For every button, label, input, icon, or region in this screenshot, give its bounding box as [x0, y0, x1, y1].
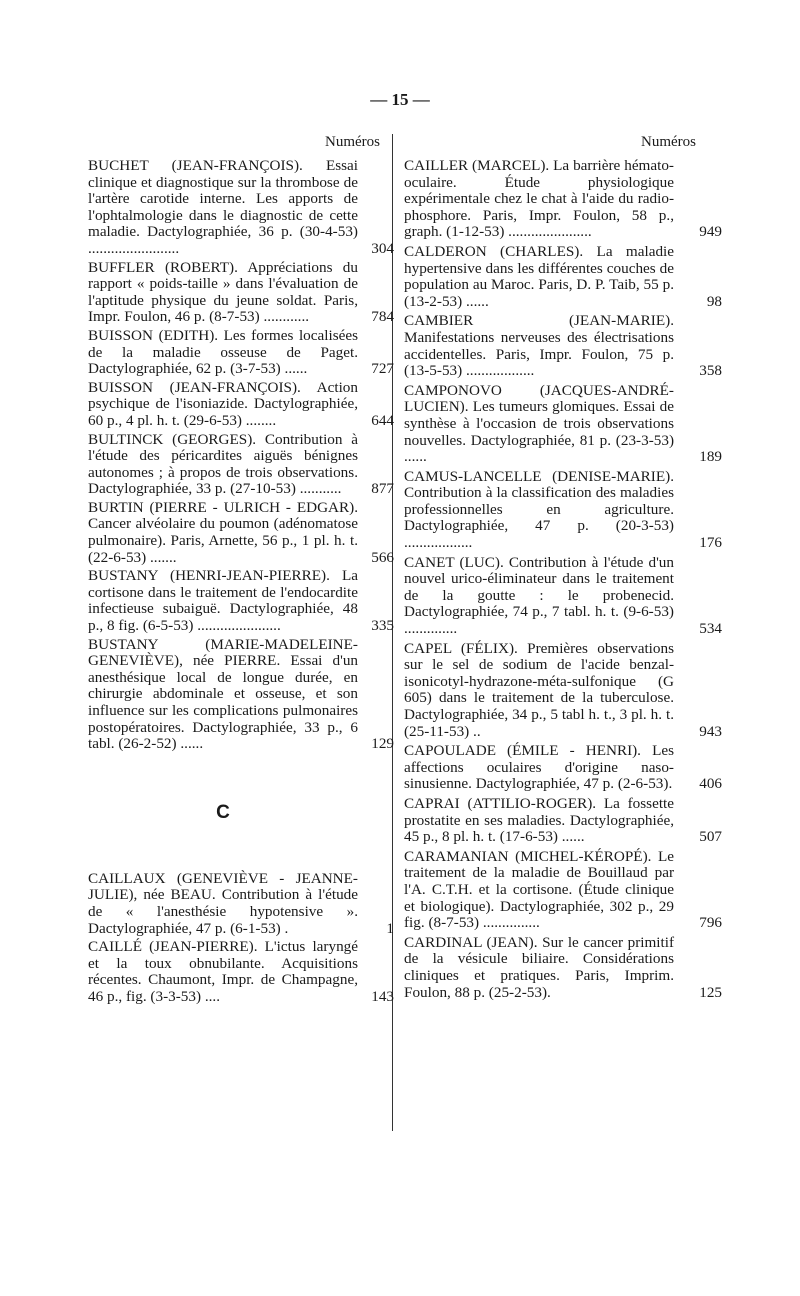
entry-number: 176: [699, 534, 722, 552]
author-name: BUISSON (JEAN-FRANÇOIS).: [88, 378, 317, 396]
author-name: BURTIN (PIERRE - ULRICH - EDGAR).: [88, 498, 358, 516]
entry-number: 358: [699, 362, 722, 380]
section-letter: C: [216, 801, 230, 823]
entry-number: 98: [706, 292, 722, 310]
entry-number: 189: [699, 448, 722, 466]
entry-number: 304: [371, 239, 394, 257]
bibliography-entry: [404, 933, 722, 1001]
entry-text: La fossette prostatite en ses maladies. Dactylographiée, 45 p., 8 pl. h. t. (17-6-53) ......: [404, 794, 674, 846]
bibliography-entry: [404, 794, 722, 846]
entry-number: 129: [371, 735, 394, 753]
left-entry-list-c: [88, 869, 394, 1006]
bibliography-entry: [88, 378, 394, 430]
entry-number: 949: [699, 223, 722, 241]
bibliography-entry: [88, 869, 394, 937]
author-name: CAILLER (MARCEL).: [404, 157, 554, 174]
bibliography-entry: [404, 742, 722, 793]
bibliography-entry: [404, 553, 722, 638]
entry-text: Essai clinique et diagnostique sur la thrombose de l'artère carotide interne. Les apports de l'ophtalmologie dans le diagnostic de cette maladie. Dactylographiée, 36 p. (30-4-53) ........................: [88, 157, 358, 257]
author-name: CANET (LUC).: [404, 553, 509, 571]
entry-text: Contribution à l'étude de « l'anesthésie hypotensive ». Dactylographiée, 47 p. (6-1-53) .: [88, 886, 359, 937]
entry-text: Contribution à l'étude des péricardites aiguës bénignes autonomes ; à propos de trois observations. Dactylographiée, 33 p. (27-10-53) ...........: [88, 430, 358, 498]
entry-text: La cortisone dans le traitement de l'endocardite infectieuse subaiguë. Dactylographiée, 48 p., 8 fig. (6-5-53) ......................: [88, 567, 358, 635]
entry-text: Cancer alvéolaire du poumon (adénomatose pulmonaire). Paris, Arnette, 56 p., 1 pl. h. t. (22-6-53) .......: [88, 515, 358, 566]
entry-text: Premières observations sur le sel de sodium de l'acide benzal-isonicotyl-hydrazone-méta-sulfonique (G 605) dans le traitement de la tuberculose. Dactylographiée, 34 p., 5 tabl h. t., 3 pl. h. t. (25-11-53) ..: [404, 639, 674, 740]
bibliography-entry: [88, 258, 394, 326]
bibliography-entry: [88, 326, 394, 378]
right-column: [404, 134, 722, 1004]
bibliography-entry: [88, 567, 394, 635]
bibliography-entry: [404, 467, 722, 552]
bibliography-entry: [88, 635, 394, 753]
bibliography-entry: [404, 242, 722, 310]
entry-text: Les affections oculaires d'origine naso-sinusienne. Dactylographiée, 47 p. (2-6-53).: [404, 742, 674, 793]
entry-text: Les formes localisées de la maladie osseuse de Paget. Dactylographiée, 62 p. (3-7-53) ......: [88, 326, 358, 378]
entry-number: 784: [371, 308, 394, 326]
right-entry-list: [404, 157, 722, 1001]
author-name: CAILLAUX (GENEVIÈVE - JEANNE-JULIE), née BEAU.: [88, 869, 358, 904]
entry-text: L'ictus laryngé et la toux obnubilante. Acquisitions récentes. Chaumont, Impr. de Champagne, 46 p., fig. (3-3-53) ....: [88, 938, 358, 1005]
column-header-left: Numéros: [325, 134, 380, 150]
author-name: CAMBIER (JEAN-MARIE).: [404, 312, 674, 330]
entry-number: 125: [699, 983, 722, 1001]
entry-text: Sur le cancer primitif de la vésicule biliaire. Considérations cliniques et pratiques. Paris, Imprim. Foulon, 88 p. (25-2-53).: [404, 933, 674, 1001]
author-name: CAPOULADE (ÉMILE - HENRI).: [404, 742, 653, 760]
bibliography-entry: [88, 938, 394, 1005]
entry-number: 335: [371, 617, 394, 635]
author-name: CARAMANIAN (MICHEL-KÉROPÉ).: [404, 847, 658, 865]
entry-number: 796: [699, 914, 722, 932]
page-number: — 15 —: [370, 90, 430, 109]
entry-number: 566: [371, 548, 394, 566]
bibliography-entry: [404, 381, 722, 466]
entry-text: Essai d'un anesthésique local de longue durée, en chirurgie abdominale et osseuse, et son influence sur les complications pulmonaires postopératoires. Dactylographiée, 33 p., 6 tabl. (26-2-52) ......: [88, 652, 359, 753]
entry-number: 406: [699, 775, 722, 793]
entry-number: 877: [371, 480, 394, 498]
entry-text: Appréciations du rapport « poids-taille » dans l'évaluation de l'aptitude physique du jeune soldat. Paris, Impr. Foulon, 46 p. (8-7-53) ............: [88, 258, 358, 326]
bibliography-entry: [404, 639, 722, 741]
author-name: CAMPONOVO (JACQUES-ANDRÉ-LUCIEN).: [404, 381, 674, 416]
entry-text: La maladie hypertensive dans les différentes couches de population au Maroc. Paris, D. P. Taib, 55 p. (13-2-53) ......: [404, 242, 675, 310]
author-name: BUFFLER (ROBERT).: [88, 258, 248, 276]
bibliography-entry: [404, 312, 722, 380]
author-name: BULTINCK (GEORGES).: [88, 430, 265, 448]
author-name: CAPEL (FÉLIX).: [404, 639, 528, 657]
entry-text: Action psychique de l'isoniazide. Dactylographiée, 60 p., 4 pl. h. t. (29-6-53) ........: [88, 378, 358, 429]
entry-number: 1: [386, 919, 394, 937]
entry-text: La barrière hémato-oculaire. Étude physiologique expérimentale chez le chat à l'aide du radio-phosphore. Paris, Impr. Foulon, 58 p., graph. (1-12-53) ......................: [404, 157, 674, 241]
entry-text: Le traitement de la maladie de Bouillaud par l'A. C.T.H. et la cortisone. (Étude clinique et biologique). Dactylographiée, 302 p., 29 fig. (8-7-53) ...............: [404, 847, 674, 932]
entry-number: 143: [371, 987, 394, 1005]
left-column: [88, 134, 394, 1008]
author-name: CAILLÉ (JEAN-PIERRE).: [88, 938, 265, 956]
entry-number: 507: [699, 828, 722, 846]
left-entry-list: [88, 157, 394, 753]
entry-number: 534: [699, 620, 722, 638]
author-name: BUSTANY (HENRI-JEAN-PIERRE).: [88, 567, 342, 585]
entry-number: 727: [371, 360, 394, 378]
bibliography-entry: [88, 498, 394, 566]
author-name: CARDINAL (JEAN).: [404, 933, 543, 951]
bibliography-entry: [404, 847, 722, 932]
bibliography-entry: [88, 157, 394, 258]
column-header-right: Numéros: [641, 134, 696, 150]
author-name: BUCHET (JEAN-FRANÇOIS).: [88, 157, 326, 174]
author-name: CAMUS-LANCELLE (DENISE-MARIE).: [404, 467, 674, 485]
entry-text: Contribution à l'étude d'un nouvel urico-éliminateur dans le traitement de la goutte : le probenecid. Dactylographiée, 74 p., 7 tabl. h. t. (9-6-53) ..............: [404, 553, 674, 638]
author-name: BUSTANY (MARIE-MADELEINE-GENEVIÈVE), née PIERRE.: [88, 635, 358, 670]
entry-number: 644: [371, 411, 394, 429]
bibliography-entry: [88, 430, 394, 498]
entry-text: Manifestations nerveuses des électrisations accidentelles. Paris, Impr. Foulon, 75 p. (13-5-53) ..................: [404, 328, 674, 380]
author-name: CALDERON (CHARLES).: [404, 242, 597, 260]
entry-number: 943: [699, 722, 722, 740]
author-name: CAPRAI (ATTILIO-ROGER).: [404, 794, 604, 812]
bibliography-entry: [404, 157, 722, 241]
entry-text: Les tumeurs glomiques. Essai de synthèse à l'occasion de trois observations nouvelles. Dactylographiée, 81 p. (23-3-53) ......: [404, 398, 674, 466]
entry-text: Contribution à la classification des maladies professionnelles en agriculture. Dactylographiée, 47 p. (20-3-53) ..................: [404, 484, 674, 552]
author-name: BUISSON (EDITH).: [88, 326, 224, 344]
